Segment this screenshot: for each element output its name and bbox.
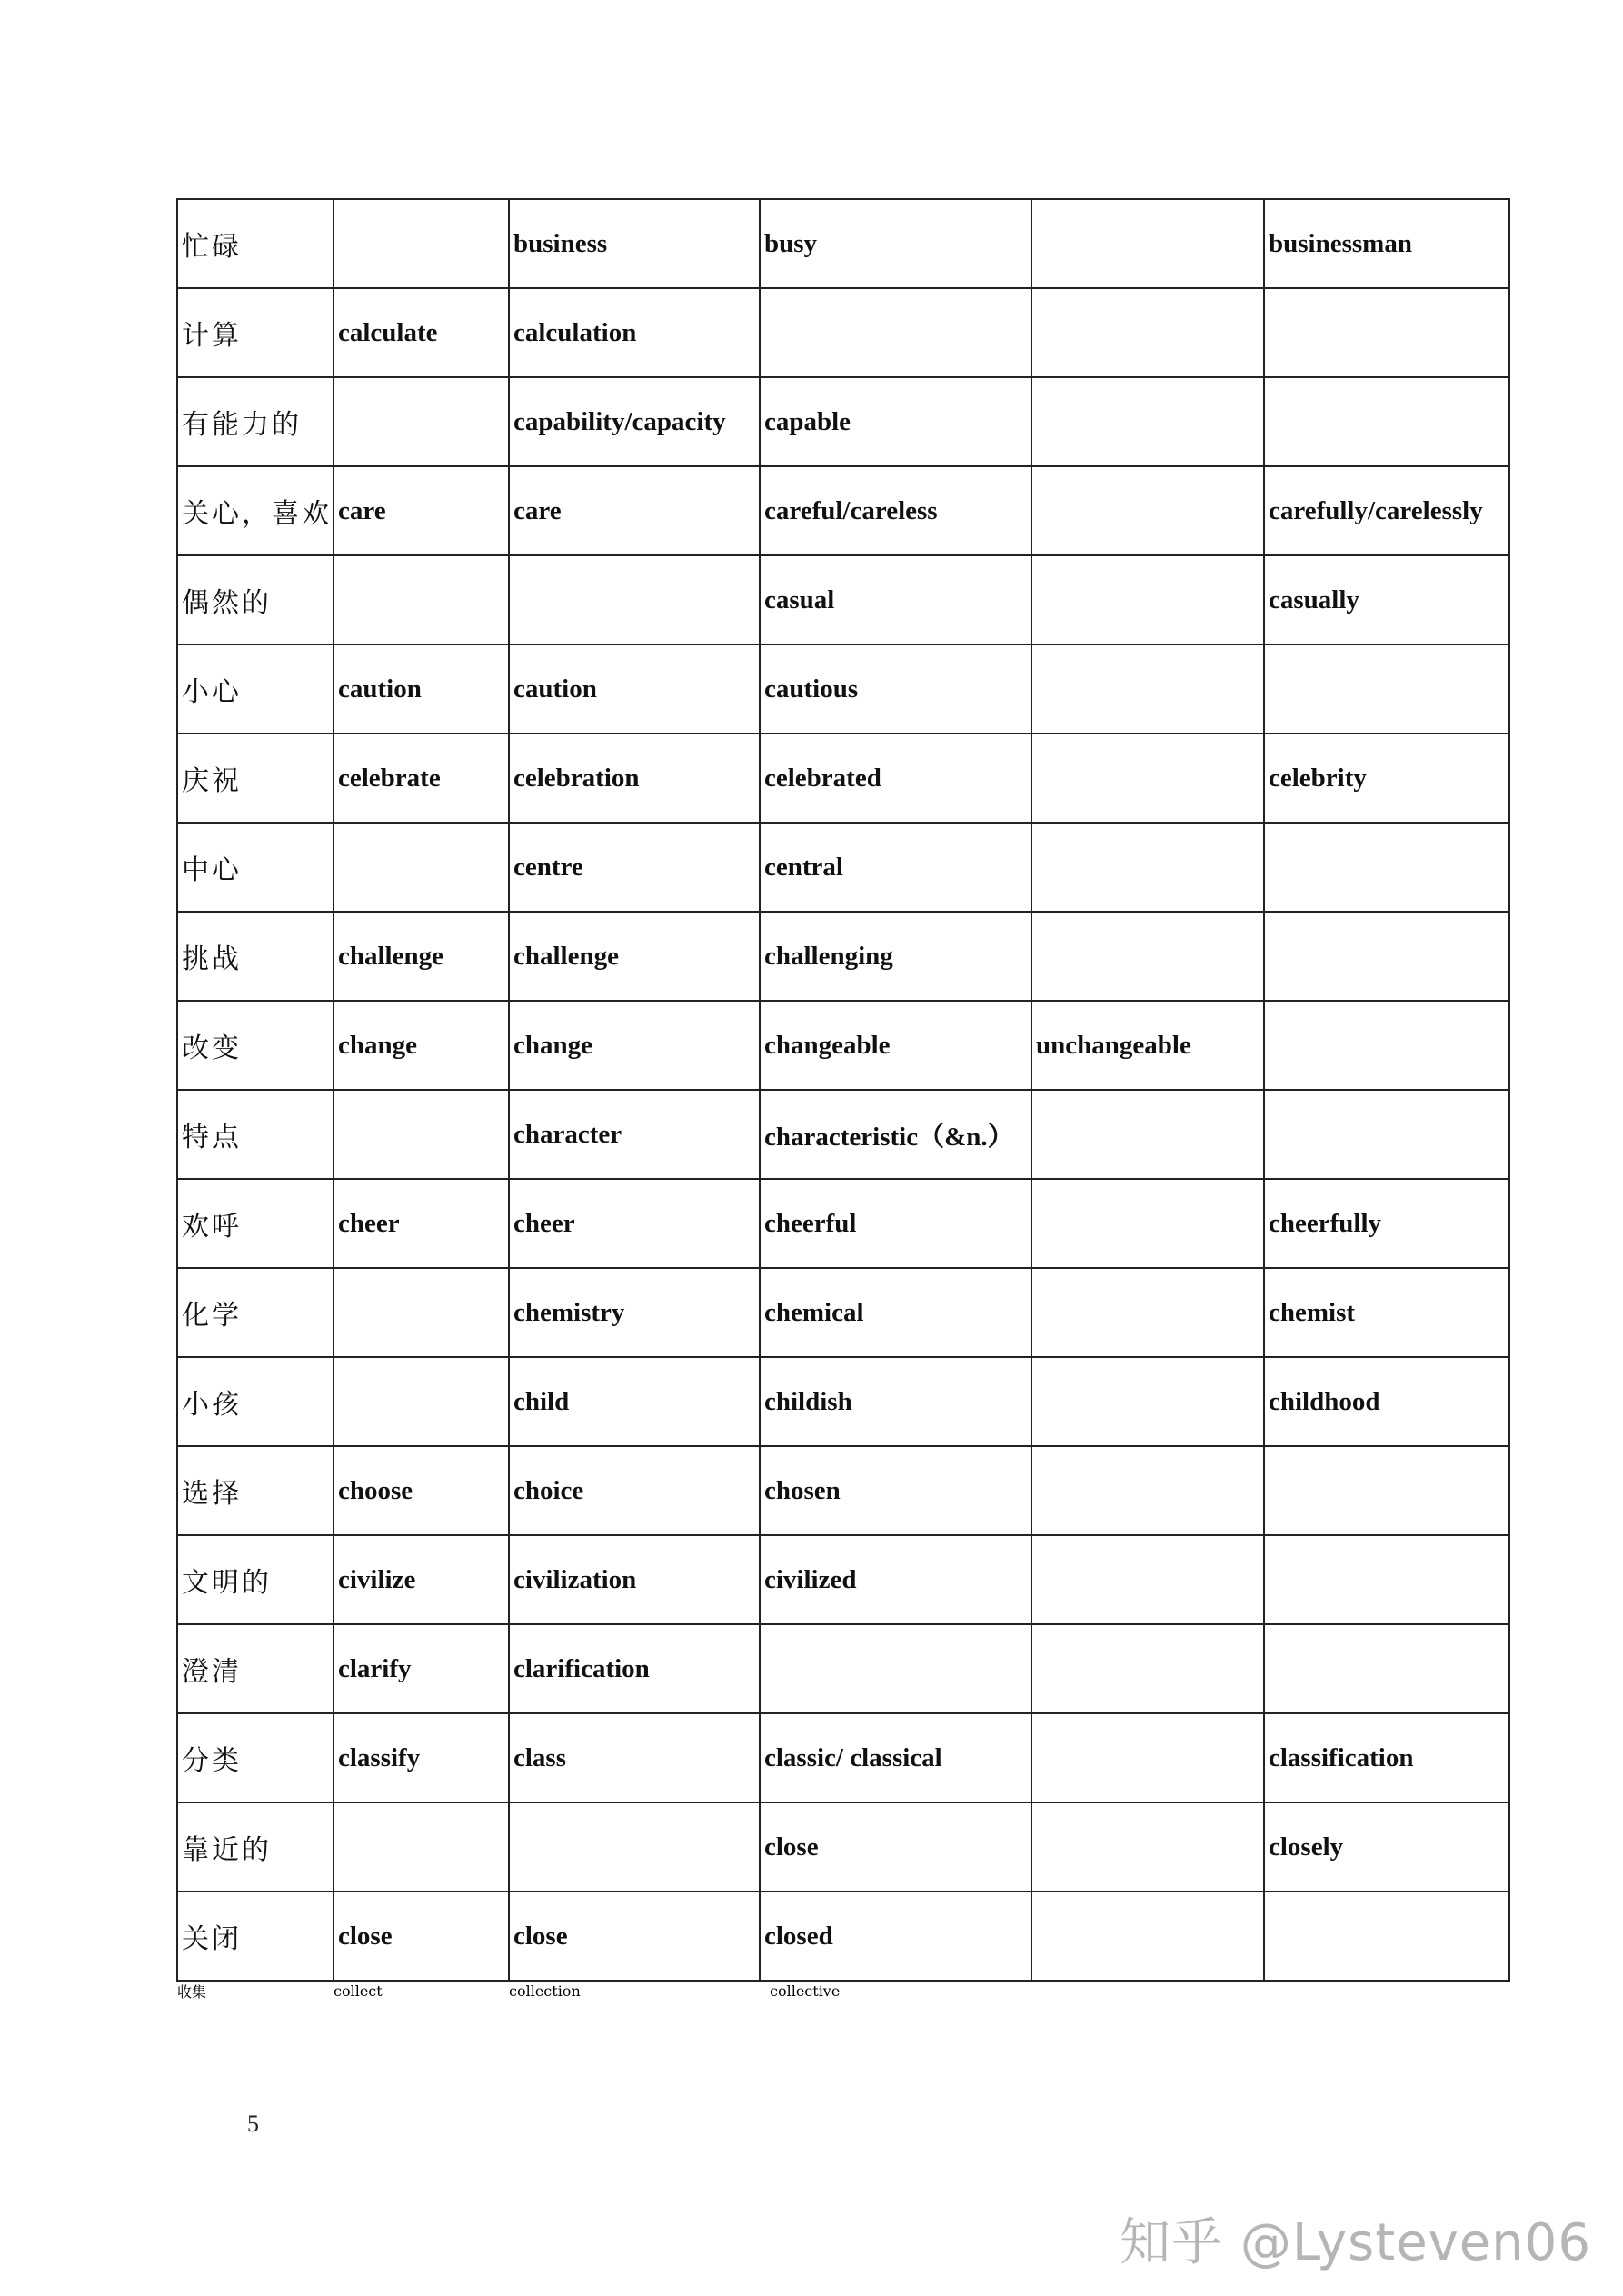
word-form-cell: change	[509, 1001, 760, 1090]
word-form-cell	[1264, 823, 1509, 912]
word-form-cell: characteristic（&n.）	[760, 1090, 1031, 1179]
page-number: 5	[247, 2111, 259, 2137]
word-form-cell: class	[509, 1713, 760, 1802]
word-form-cell	[1031, 1802, 1264, 1892]
table-row	[176, 1980, 1508, 2002]
word-form-cell	[1264, 377, 1509, 466]
word-form-cell	[1264, 1001, 1509, 1090]
word-form-cell	[509, 1802, 760, 1892]
word-form-cell: child	[509, 1357, 760, 1446]
word-form-cell: cheerfully	[1264, 1179, 1509, 1268]
chinese-meaning-cell: 澄清	[177, 1624, 334, 1713]
word-form-cell	[509, 555, 760, 644]
table-row	[177, 823, 1509, 912]
word-form-cell	[334, 823, 509, 912]
table-row	[177, 1892, 1509, 1981]
word-form-cell: challenge	[509, 912, 760, 1001]
table-row	[177, 644, 1509, 734]
chinese-meaning-cell: 文明的	[177, 1535, 334, 1624]
watermark: 知乎 @Lysteven06	[1120, 2213, 1591, 2272]
word-form-cell	[1264, 1090, 1509, 1179]
word-form-cell: collection	[509, 1982, 581, 2000]
chinese-meaning-cell: 计算	[177, 288, 334, 377]
word-form-cell: carefully/carelessly	[1264, 466, 1509, 555]
word-form-cell	[1264, 1624, 1509, 1713]
table-row	[177, 1802, 1509, 1892]
word-form-cell: chemist	[1264, 1268, 1509, 1357]
word-form-cell: chemical	[760, 1268, 1031, 1357]
word-form-cell	[1264, 1892, 1509, 1981]
word-form-cell: celebrate	[334, 734, 509, 823]
table-row	[177, 1624, 1509, 1713]
word-form-cell: classic/ classical	[760, 1713, 1031, 1802]
word-form-cell: calculation	[509, 288, 760, 377]
chinese-meaning-cell: 收集	[177, 1983, 207, 2001]
word-form-cell: businessman	[1264, 199, 1509, 288]
word-form-cell: closely	[1264, 1802, 1509, 1892]
word-form-cell	[1031, 644, 1264, 734]
word-form-cell: character	[509, 1090, 760, 1179]
word-form-cell: classification	[1264, 1713, 1509, 1802]
chinese-meaning-cell: 挑战	[177, 912, 334, 1001]
word-form-cell: centre	[509, 823, 760, 912]
word-form-cell	[1031, 288, 1264, 377]
word-form-cell: change	[334, 1001, 509, 1090]
word-form-cell	[334, 1090, 509, 1179]
word-form-cell	[1031, 377, 1264, 466]
word-form-cell: close	[334, 1892, 509, 1981]
table-row	[177, 1713, 1509, 1802]
chinese-meaning-cell: 偶然的	[177, 555, 334, 644]
word-form-cell	[334, 377, 509, 466]
word-form-cell: cautious	[760, 644, 1031, 734]
word-form-cell: changeable	[760, 1001, 1031, 1090]
word-form-cell: close	[509, 1892, 760, 1981]
word-form-cell: childhood	[1264, 1357, 1509, 1446]
word-form-cell: chemistry	[509, 1268, 760, 1357]
table-row	[177, 1446, 1509, 1535]
chinese-meaning-cell: 改变	[177, 1001, 334, 1090]
table-row	[177, 912, 1509, 1001]
word-form-cell: cheer	[509, 1179, 760, 1268]
table-row	[177, 555, 1509, 644]
word-form-cell	[334, 1268, 509, 1357]
chinese-meaning-cell: 小孩	[177, 1357, 334, 1446]
word-form-cell	[1264, 912, 1509, 1001]
word-form-cell: civilization	[509, 1535, 760, 1624]
word-form-cell: challenging	[760, 912, 1031, 1001]
chinese-meaning-cell: 化学	[177, 1268, 334, 1357]
chinese-meaning-cell: 有能力的	[177, 377, 334, 466]
table-row	[177, 734, 1509, 823]
word-form-cell	[1264, 644, 1509, 734]
word-form-cell	[1031, 199, 1264, 288]
word-form-cell: closed	[760, 1892, 1031, 1981]
word-form-cell: calculate	[334, 288, 509, 377]
word-form-cell: celebration	[509, 734, 760, 823]
word-form-cell	[1031, 1535, 1264, 1624]
word-form-cell: celebrated	[760, 734, 1031, 823]
table-body-last	[176, 1980, 1508, 2002]
word-form-cell	[1031, 1357, 1264, 1446]
word-form-cell: clarify	[334, 1624, 509, 1713]
word-form-cell: caution	[509, 644, 760, 734]
chinese-meaning-cell: 靠近的	[177, 1802, 334, 1892]
chinese-meaning-cell: 庆祝	[177, 734, 334, 823]
word-form-cell: unchangeable	[1031, 1001, 1264, 1090]
word-forms-table-last-row	[176, 1980, 1508, 2002]
word-form-cell: care	[509, 466, 760, 555]
chinese-meaning-cell: 小心	[177, 644, 334, 734]
word-form-cell	[1031, 823, 1264, 912]
chinese-meaning-cell: 中心	[177, 823, 334, 912]
word-form-cell: clarification	[509, 1624, 760, 1713]
word-form-cell: cheerful	[760, 1179, 1031, 1268]
word-form-cell	[1264, 1446, 1509, 1535]
chinese-meaning-cell: 选择	[177, 1446, 334, 1535]
word-form-cell: classify	[334, 1713, 509, 1802]
table-row	[177, 377, 1509, 466]
word-form-cell	[1031, 1090, 1264, 1179]
word-form-cell	[1031, 1179, 1264, 1268]
table-row	[177, 1357, 1509, 1446]
word-form-cell	[334, 555, 509, 644]
word-form-cell: close	[760, 1802, 1031, 1892]
word-form-cell	[334, 1802, 509, 1892]
word-form-cell	[1031, 1713, 1264, 1802]
table-row	[177, 288, 1509, 377]
word-form-cell: business	[509, 199, 760, 288]
word-form-cell	[1031, 734, 1264, 823]
table-row	[177, 1268, 1509, 1357]
word-form-cell	[1031, 555, 1264, 644]
word-form-cell: civilized	[760, 1535, 1031, 1624]
word-form-cell: cheer	[334, 1179, 509, 1268]
word-form-cell: capable	[760, 377, 1031, 466]
table-row	[177, 1090, 1509, 1179]
word-form-cell	[1264, 1535, 1509, 1624]
word-form-cell	[334, 1357, 509, 1446]
word-forms-table	[176, 198, 1510, 1982]
table-row	[177, 466, 1509, 555]
word-form-cell	[1031, 1892, 1264, 1981]
word-form-cell: choose	[334, 1446, 509, 1535]
chinese-meaning-cell: 分类	[177, 1713, 334, 1802]
table-row	[177, 1179, 1509, 1268]
word-form-cell: choice	[509, 1446, 760, 1535]
word-form-cell: care	[334, 466, 509, 555]
word-form-cell: central	[760, 823, 1031, 912]
table-row	[177, 1001, 1509, 1090]
word-form-cell	[1031, 1268, 1264, 1357]
word-form-cell: capability/capacity	[509, 377, 760, 466]
word-form-cell: collective	[770, 1982, 841, 2000]
word-form-cell: collect	[334, 1982, 383, 2000]
word-form-cell	[1264, 288, 1509, 377]
table-body	[177, 199, 1509, 1981]
table-row	[177, 199, 1509, 288]
word-form-cell	[1234, 1980, 1508, 2002]
chinese-meaning-cell: 关闭	[177, 1892, 334, 1981]
word-form-cell	[1031, 1624, 1264, 1713]
word-form-cell	[1031, 1980, 1234, 2002]
word-form-cell	[334, 199, 509, 288]
chinese-meaning-cell: 忙碌	[177, 199, 334, 288]
word-form-cell: childish	[760, 1357, 1031, 1446]
word-form-cell: casual	[760, 555, 1031, 644]
word-form-cell: casually	[1264, 555, 1509, 644]
word-form-cell: challenge	[334, 912, 509, 1001]
word-form-cell: civilize	[334, 1535, 509, 1624]
word-form-cell	[760, 288, 1031, 377]
word-form-cell: chosen	[760, 1446, 1031, 1535]
word-form-cell: busy	[760, 199, 1031, 288]
word-form-cell	[1031, 912, 1264, 1001]
word-form-cell: careful/careless	[760, 466, 1031, 555]
chinese-meaning-cell: 关心，喜欢	[177, 466, 334, 555]
word-form-cell	[1031, 1446, 1264, 1535]
word-form-cell: celebrity	[1264, 734, 1509, 823]
word-form-cell: caution	[334, 644, 509, 734]
word-form-cell	[760, 1624, 1031, 1713]
word-form-cell	[1031, 466, 1264, 555]
chinese-meaning-cell: 特点	[177, 1090, 334, 1179]
chinese-meaning-cell: 欢呼	[177, 1179, 334, 1268]
table-row	[177, 1535, 1509, 1624]
